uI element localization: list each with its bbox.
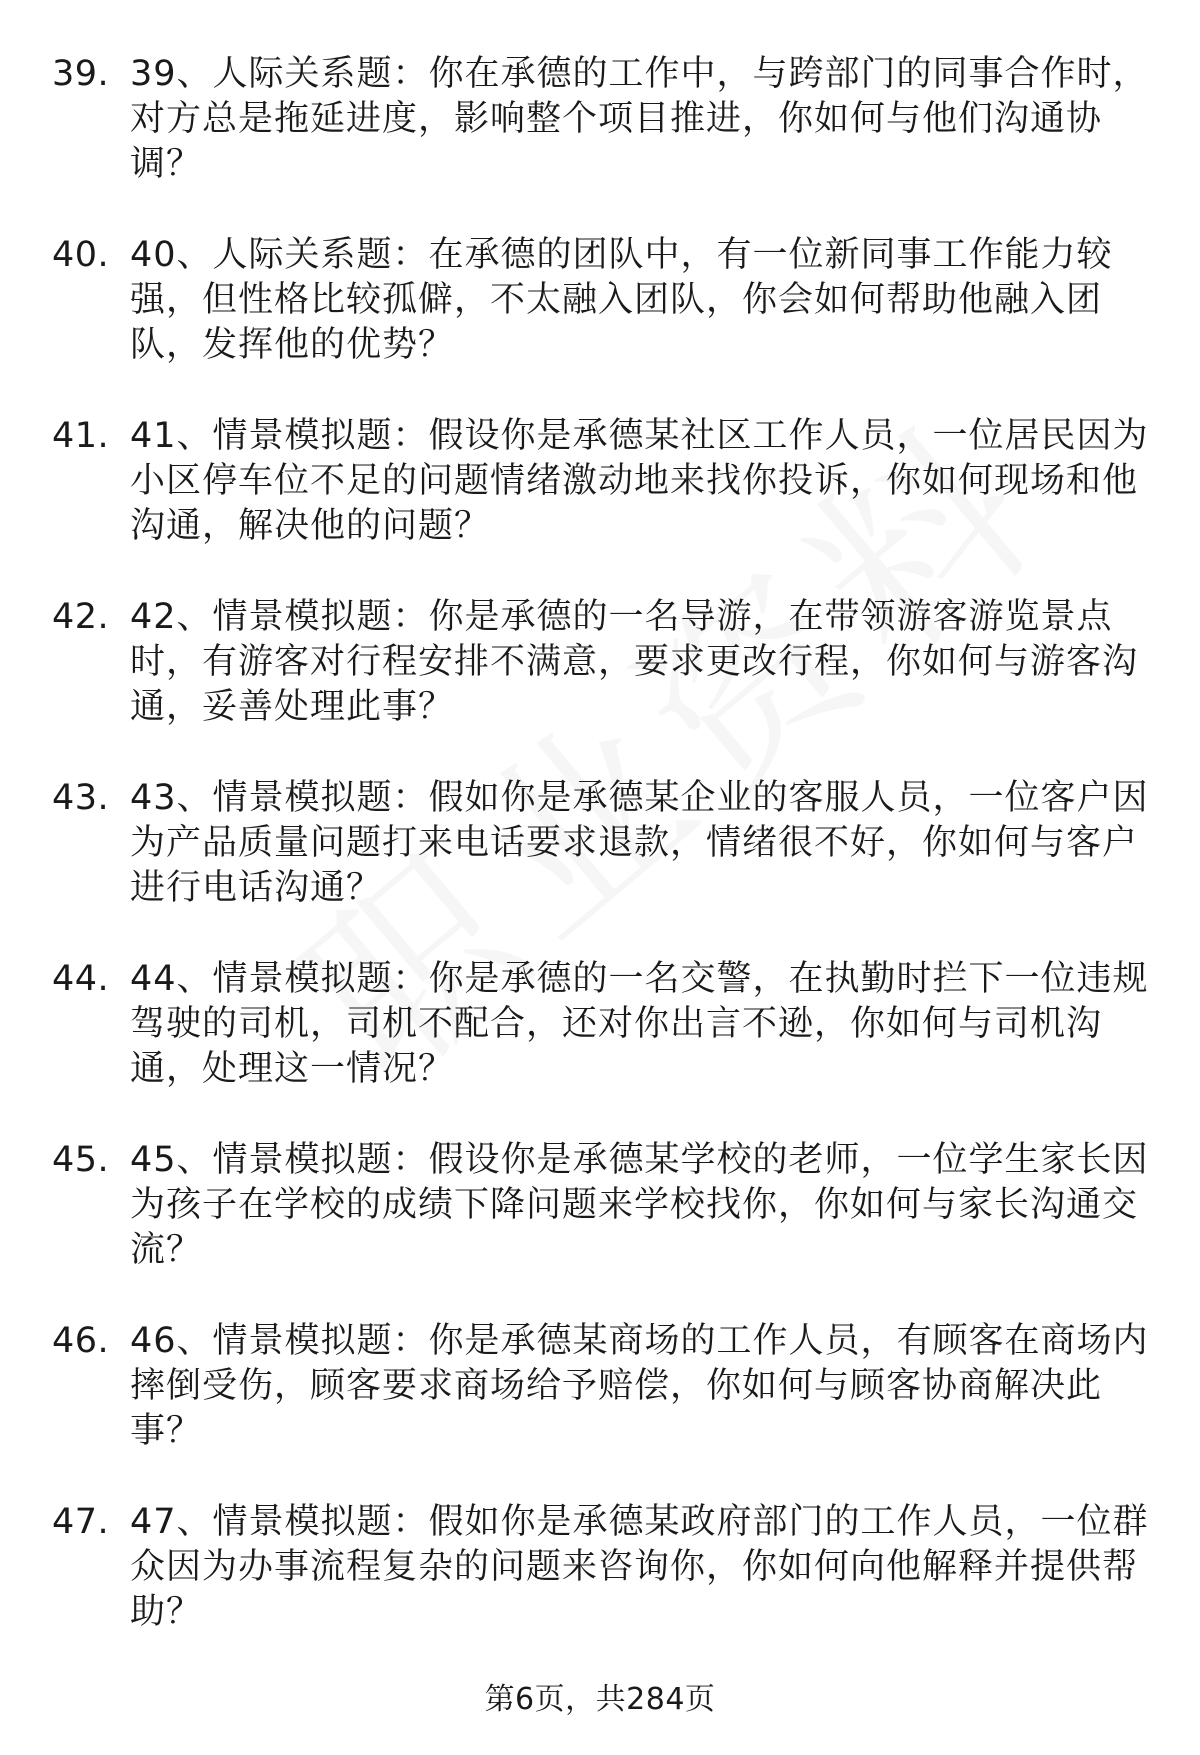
item-text: 42、情景模拟题：你是承德的一名导游，在带领游客游览景点时，有游客对行程安排不满意，要求更改行程，你如何与游客沟通，妥善处理此事？ [130, 597, 1139, 727]
item-text: 40、人际关系题：在承德的团队中，有一位新同事工作能力较强，但性格比较孤僻，不太融入团队，你会如何帮助他融入团队，发挥他的优势？ [130, 235, 1113, 365]
item-number: 46. [52, 1321, 110, 1361]
list-item [52, 52, 1162, 187]
item-text: 39、人际关系题：你在承德的工作中，与跨部门的同事合作时，对方总是拖延进度，影响整个项目推进，你如何与他们沟通协调？ [130, 54, 1149, 184]
list-item [52, 233, 1162, 368]
item-text: 44、情景模拟题：你是承德的一名交警，在执勤时拦下一位违规驾驶的司机，司机不配合，还对你出言不逊，你如何与司机沟通，处理这一情况？ [130, 959, 1149, 1089]
list-item [52, 957, 1162, 1092]
item-number: 45. [52, 1140, 110, 1180]
list-item [52, 595, 1162, 730]
item-number: 44. [52, 959, 110, 999]
item-text: 47、情景模拟题：假如你是承德某政府部门的工作人员，一位群众因为办事流程复杂的问题来咨询你，你如何向他解释并提供帮助？ [130, 1502, 1149, 1632]
item-number: 43. [52, 778, 110, 818]
list-item [52, 414, 1162, 549]
list-item [52, 776, 1162, 911]
list-item [52, 1500, 1162, 1635]
question-list [52, 52, 1162, 1681]
list-item [52, 1138, 1162, 1273]
item-number: 39. [52, 54, 110, 94]
item-text: 46、情景模拟题：你是承德某商场的工作人员，有顾客在商场内摔倒受伤，顾客要求商场给予赔偿，你如何与顾客协商解决此事？ [130, 1321, 1149, 1451]
item-text: 45、情景模拟题：假设你是承德某学校的老师，一位学生家长因为孩子在学校的成绩下降问题来学校找你，你如何与家长沟通交流？ [130, 1140, 1149, 1270]
item-number: 42. [52, 597, 110, 637]
item-number: 40. [52, 235, 110, 275]
item-text: 41、情景模拟题：假设你是承德某社区工作人员，一位居民因为小区停车位不足的问题情绪激动地来找你投诉，你如何现场和他沟通，解决他的问题？ [130, 416, 1149, 546]
list-item [52, 1319, 1162, 1454]
item-text: 43、情景模拟题：假如你是承德某企业的客服人员，一位客户因为产品质量问题打来电话要求退款，情绪很不好，你如何与客户进行电话沟通？ [130, 778, 1149, 908]
page-footer: 第6页，共284页 [484, 1682, 716, 1717]
item-number: 47. [52, 1502, 110, 1542]
item-number: 41. [52, 416, 110, 456]
